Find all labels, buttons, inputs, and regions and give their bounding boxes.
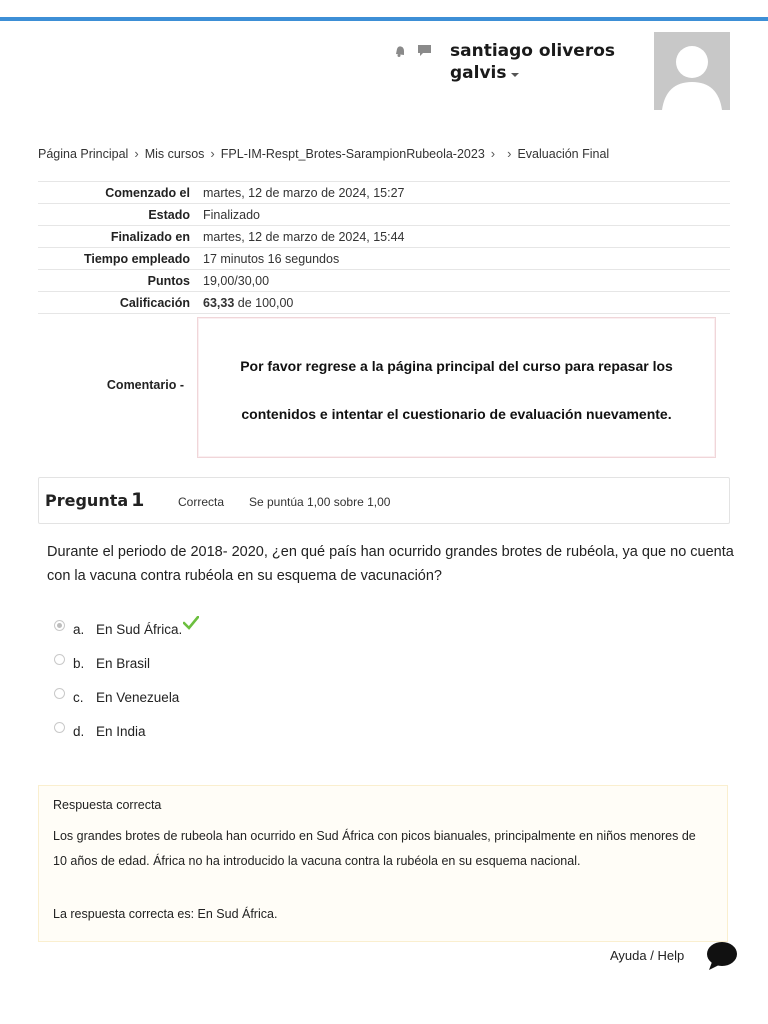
answer-option-d[interactable] [54,714,199,748]
table-row [38,292,730,314]
chat-bubble-button[interactable] [706,940,738,977]
question-info [38,477,730,524]
checkmark-icon [183,616,199,633]
question-grade: Se puntúa 1,00 sobre 1,00 [249,495,391,509]
feedback-box [38,785,728,942]
answer-text: En Sud África. [96,621,183,637]
breadcrumb [38,146,609,161]
question-state: Correcta [178,495,225,509]
answer-text: En India [96,723,146,739]
answer-letter: a. [73,621,85,637]
breadcrumb-quiz[interactable]: Evaluación Final [517,146,610,161]
grade-value: 63,33 [203,295,235,310]
answer-option-a[interactable] [54,612,199,646]
caret-down-icon[interactable] [511,62,519,84]
question-title-text: Pregunta [45,491,129,510]
radio-button[interactable] [54,722,65,733]
summary-value: martes, 12 de marzo de 2024, 15:44 [197,226,730,248]
question-number: 1 [131,489,145,511]
radio-button[interactable] [54,654,65,665]
answer-text: En Brasil [96,655,151,671]
answer-letter: b. [73,655,85,671]
help-link[interactable]: Ayuda / Help [610,948,685,963]
table-row [38,248,730,270]
question-text: Durante el periodo de 2018- 2020, ¿en qué país han ocurrido grandes brotes de rubéola, ya que no cuenta con la vacuna contra rubéola en su esquema de vacunación? [47,544,734,584]
feedback-body: Los grandes brotes de rubeola han ocurrido en Sud África con picos bianuales, principalmente en niños menores de 10 años de edad. África no ha introducido la vacuna contra la rubéola en su esquema nacional. [53,829,696,868]
chevron-right-icon: › [210,146,215,161]
answer-letter: c. [73,689,84,705]
grade-label: Calificación [38,292,197,314]
chevron-right-icon: › [507,146,512,161]
answer-text: En Venezuela [96,689,180,705]
chevron-right-icon: › [490,146,496,161]
summary-value: martes, 12 de marzo de 2024, 15:27 [197,182,730,204]
question-title [45,489,144,511]
summary-label: Estado [38,204,197,226]
comment-line-2: contenidos e intentar el cuestionario de evaluación nuevamente. [241,406,672,422]
summary-label: Finalizado en [38,226,197,248]
answer-options [54,612,199,748]
table-row [38,270,730,292]
radio-button[interactable] [54,620,65,631]
breadcrumb-my-courses[interactable]: Mis cursos [144,146,205,161]
breadcrumb-course[interactable]: FPL-IM-Respt_Brotes-SarampionRubeola-2023 [220,146,485,161]
answer-option-b[interactable] [54,646,199,680]
avatar[interactable] [654,32,730,110]
radio-button[interactable] [54,688,65,699]
chevron-right-icon: › [134,146,139,161]
chat-icon [706,959,738,976]
header-icons [393,44,432,58]
chat-bubble-icon[interactable] [417,44,432,58]
grade-suffix: de 100,00 [234,295,294,310]
correct-answer-text: La respuesta correcta es: En Sud África. [53,907,278,921]
summary-value: 19,00/30,00 [197,270,730,292]
comment-box [197,317,716,458]
summary-value: Finalizado [197,204,730,226]
grade-value-cell [197,292,730,314]
breadcrumb-home[interactable]: Página Principal [38,146,129,161]
summary-label: Tiempo empleado [38,248,197,270]
attempt-summary-table [38,181,730,314]
table-row [38,226,730,248]
summary-value: 17 minutos 16 segundos [197,248,730,270]
user-menu[interactable] [450,40,640,84]
summary-label: Comenzado el [38,182,197,204]
comment-line-1: Por favor regrese a la página principal del curso para repasar los [240,358,673,374]
user-name-line1: santiago oliveros [450,41,616,61]
feedback-title: Respuesta correcta [53,798,162,812]
top-accent-bar [0,17,768,21]
table-row [38,182,730,204]
answer-letter: d. [73,723,85,739]
summary-label: Puntos [38,270,197,292]
user-name-line2: galvis [450,63,507,83]
comment-label: Comentario - [106,378,184,392]
answer-option-c[interactable] [54,680,199,714]
bell-icon[interactable] [393,44,407,58]
table-row [38,204,730,226]
